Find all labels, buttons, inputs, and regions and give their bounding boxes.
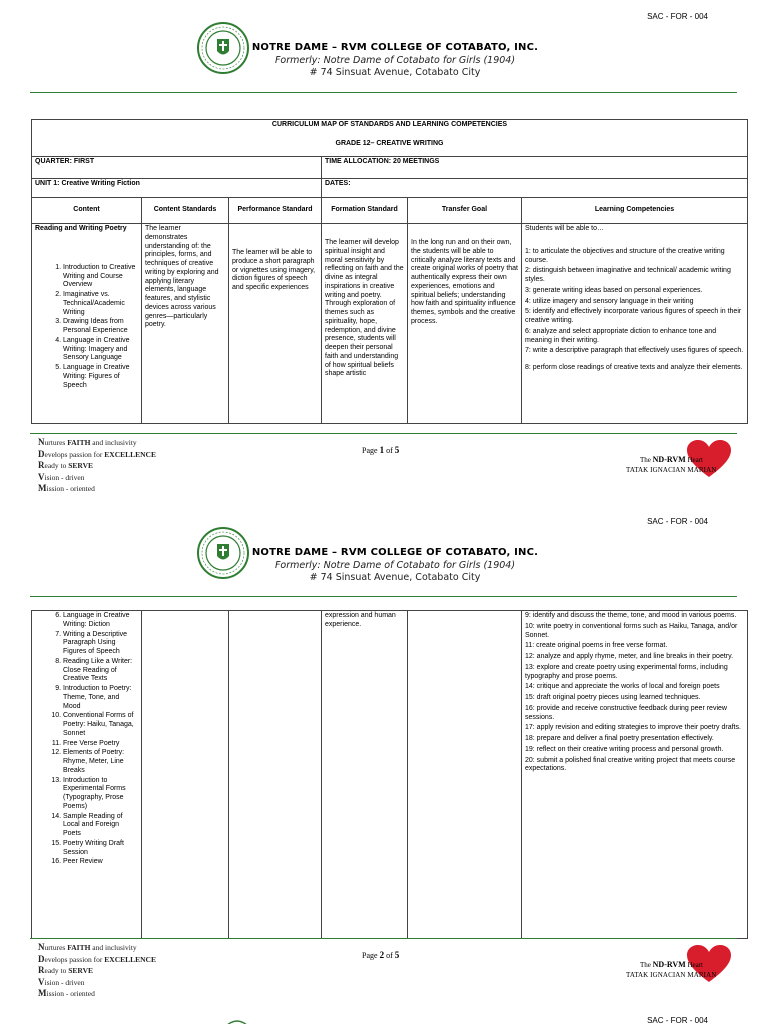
list-item: 14: critique and appreciate the works of local and foreign poets xyxy=(525,683,720,691)
topics-list xyxy=(35,264,138,391)
topics-list xyxy=(35,612,138,867)
list-item: 1. Introduction to Creative Writing and Course Overview xyxy=(63,264,138,290)
list-item: 5: identify and effectively incorporate various figures of speech in their creative writing. xyxy=(525,308,742,324)
brand-name: The ND-RVM Heart xyxy=(640,960,703,969)
content-heading: Reading and Writing Poetry xyxy=(35,225,127,232)
list-item: 19: reflect on their creative writing process and personal growth. xyxy=(525,745,724,753)
list-item: 4: utilize imagery and sensory language in their writing xyxy=(525,297,694,305)
list-item: 12: analyze and apply rhyme, meter, and line breaks in their poetry. xyxy=(525,653,734,660)
list-item: 8: perform close readings of creative texts and analyze their elements. xyxy=(525,364,743,371)
list-item: 3. Drawing Ideas from Personal Experience xyxy=(63,318,138,336)
competencies-intro: Students will be able to… xyxy=(525,225,604,232)
school-address: # 74 Sinsuat Avenue, Cotabato City xyxy=(309,67,481,78)
school-address: # 74 Sinsuat Avenue, Cotabato City xyxy=(309,572,481,583)
formation-standard-cell xyxy=(322,224,408,424)
list-item: 8. Reading Like a Writer: Close Reading of Creative Texts xyxy=(63,658,138,684)
list-item: 20: submit a polished final creative writing project that meets course expectations. xyxy=(525,756,736,773)
list-item: 4. Language in Creative Writing: Imagery and Sensory Language xyxy=(63,337,138,363)
list-item: 17: apply revision and editing strategies to improve their poetry drafts. xyxy=(525,724,741,732)
brand-name: The ND-RVM Heart xyxy=(640,455,703,464)
page-number: Page 1 of 5 xyxy=(362,445,400,455)
content-cell xyxy=(32,224,142,424)
header-divider xyxy=(30,596,737,597)
list-item: 10. Conventional Forms of Poetry: Haiku, Tanaga, Sonnet xyxy=(63,712,138,738)
table-title-cell xyxy=(32,120,748,157)
brand-tagline: TATAK IGNACIAN MARIAN xyxy=(626,971,717,979)
header-divider xyxy=(30,92,737,93)
page-number: Page 2 of 5 xyxy=(362,950,400,960)
motto-line: Develops passion for EXCELLENCE xyxy=(38,953,156,964)
school-motto xyxy=(38,942,156,1000)
document-page-1 xyxy=(0,0,768,500)
school-formerly: Formerly: Notre Dame of Cotabato for Girls (1904) xyxy=(274,560,516,571)
time-allocation-cell: TIME ALLOCATION: 20 MEETINGS xyxy=(322,157,748,179)
list-item: 5. Language in Creative Writing: Figures of Speech xyxy=(63,364,138,390)
formation-standard-text: The learner will develop spiritual insight and moral sensitivity by reflecting on faith and the divine as integral inspirations in creative writing and poetry. Through exploration of themes such as spirituality, hope, redemption, and divine presence, students will deepen their personal faith and understanding of how spiritual beliefs shape artistic xyxy=(325,239,404,378)
letterhead xyxy=(0,527,768,589)
list-item: 13. Introduction to Experimental Forms (Typography, Prose Poems) xyxy=(63,777,138,812)
grade-title: GRADE 12– CREATIVE WRITING xyxy=(335,139,444,147)
motto-line: Nurtures FAITH and inclusivity xyxy=(38,437,137,447)
list-item: 13: explore and create poetry using experimental forms, including typography and prose poems. xyxy=(525,663,728,680)
motto-line: Mission - oriented xyxy=(38,483,95,493)
letterhead xyxy=(0,22,768,84)
form-code: SAC - FOR - 004 xyxy=(647,517,708,526)
transfer-goal-cell xyxy=(408,224,522,424)
list-item: 6. Language in Creative Writing: Diction xyxy=(63,612,138,630)
list-item: 18: prepare and deliver a final poetry presentation effectively. xyxy=(525,735,714,742)
list-item: 1: to articulate the objectives and structure of the creative writing course. xyxy=(525,247,725,264)
performance-standard-cell xyxy=(229,224,322,424)
school-seal-icon xyxy=(197,527,249,579)
column-header-transfer-goal: Transfer Goal xyxy=(408,198,522,224)
school-formerly: Formerly: Notre Dame of Cotabato for Girls (1904) xyxy=(274,55,516,66)
list-item: 3: generate writing ideas based on personal experiences. xyxy=(525,286,703,294)
motto-line: Develops passion for EXCELLENCE xyxy=(38,448,156,459)
school-seal-icon xyxy=(197,22,249,74)
transfer-goal-text: In the long run and on their own, the students will be able to critically analyze literary texts and create original works of poetry that authentically express their own experiences, emotions and spiritual beliefs; understanding how faith and spirituality influence themes, symbols and the creative process. xyxy=(411,239,518,325)
motto-line: Ready to SERVE xyxy=(38,460,93,470)
competencies-list xyxy=(525,248,744,373)
curriculum-map-table-continued xyxy=(31,610,748,939)
column-header-formation-standard: Formation Standard xyxy=(322,198,408,224)
dates-cell: DATES: xyxy=(322,179,748,198)
quarter-cell: QUARTER: FIRST xyxy=(32,157,322,179)
list-item: 10: write poetry in conventional forms such as Haiku, Tanaga, and/or Sonnet. xyxy=(525,622,738,639)
content-standards-cell xyxy=(142,611,229,939)
list-item: 12. Elements of Poetry: Rhyme, Meter, Line Breaks xyxy=(63,749,138,775)
motto-line: Vision - driven xyxy=(38,471,85,482)
brand-tagline: TATAK IGNACIAN MARIAN xyxy=(626,466,717,474)
school-motto xyxy=(38,437,156,495)
list-item: 2: distinguish between imaginative and technical/ academic writing styles. xyxy=(525,267,731,283)
learning-competencies-cell xyxy=(522,224,748,424)
motto-line: Ready to SERVE xyxy=(38,965,93,975)
competencies-list xyxy=(525,612,744,774)
list-item: 2. Imaginative vs. Technical/Academic Writing xyxy=(63,291,138,317)
column-header-performance-standard: Performance Standard xyxy=(229,198,322,224)
document-page-2 xyxy=(0,505,768,1000)
document-page-3-top xyxy=(0,1008,768,1024)
performance-standard-text: The learner will be able to produce a short paragraph or vignettes using imagery, diction figures of speech and specific experiences xyxy=(232,249,316,291)
form-code: SAC - FOR - 004 xyxy=(647,1016,708,1024)
list-item: 15. Poetry Writing Draft Session xyxy=(63,840,138,858)
unit-cell: UNIT 1: Creative Writing Fiction xyxy=(32,179,322,198)
list-item: 9. Introduction to Poetry: Theme, Tone, and Mood xyxy=(63,685,138,711)
school-name: NOTRE DAME – RVM COLLEGE OF COTABATO, INC. xyxy=(251,547,539,558)
curriculum-map-table xyxy=(31,119,748,424)
brand-mark xyxy=(622,944,732,984)
school-seal-icon xyxy=(222,1018,252,1024)
column-header-content-standards: Content Standards xyxy=(142,198,229,224)
list-item: 16: provide and receive constructive feedback during peer review sessions. xyxy=(525,704,727,721)
list-item: 7. Writing a Descriptive Paragraph Using Figures of Speech xyxy=(63,631,138,657)
list-item: 11: create original poems in free verse format. xyxy=(525,642,668,650)
footer-divider xyxy=(30,433,737,434)
column-header-learning-competencies: Learning Competencies xyxy=(522,198,748,224)
performance-standard-cell xyxy=(229,611,322,939)
school-name: NOTRE DAME – RVM COLLEGE OF COTABATO, INC. xyxy=(251,42,539,53)
brand-mark xyxy=(622,439,732,479)
motto-line: Mission - oriented xyxy=(38,988,95,998)
document-title: CURRICULUM MAP OF STANDARDS AND LEARNING COMPETENCIES xyxy=(271,121,508,128)
transfer-goal-cell xyxy=(408,611,522,939)
formation-standard-cell: expression and human experience. xyxy=(322,611,408,939)
footer-divider xyxy=(30,938,737,939)
form-code: SAC - FOR - 004 xyxy=(647,12,708,21)
motto-line: Nurtures FAITH and inclusivity xyxy=(38,942,137,952)
list-item: 9: identify and discuss the theme, tone, and mood in various poems. xyxy=(525,612,737,619)
list-item: 6: analyze and select appropriate diction to enhance tone and meaning in their writing. xyxy=(525,327,717,344)
list-item: 16. Peer Review xyxy=(63,858,138,867)
list-item: 15: draft original poetry pieces using learned techniques. xyxy=(525,694,701,701)
learning-competencies-cell xyxy=(522,611,748,939)
motto-line: Vision - driven xyxy=(38,976,85,987)
list-item: 7: write a descriptive paragraph that effectively uses figures of speech. xyxy=(525,347,744,355)
column-header-content: Content xyxy=(32,198,142,224)
content-cell xyxy=(32,611,142,939)
content-standards-cell: The learner demonstrates understanding of: the principles, forms, and techniques of creative writing by exploring and applying literary elements, language features, and stylistic devices across various genres—particularly poetry. xyxy=(142,224,229,424)
list-item: 11. Free Verse Poetry xyxy=(63,740,138,749)
list-item: 14. Sample Reading of Local and Foreign Poets xyxy=(63,813,138,839)
